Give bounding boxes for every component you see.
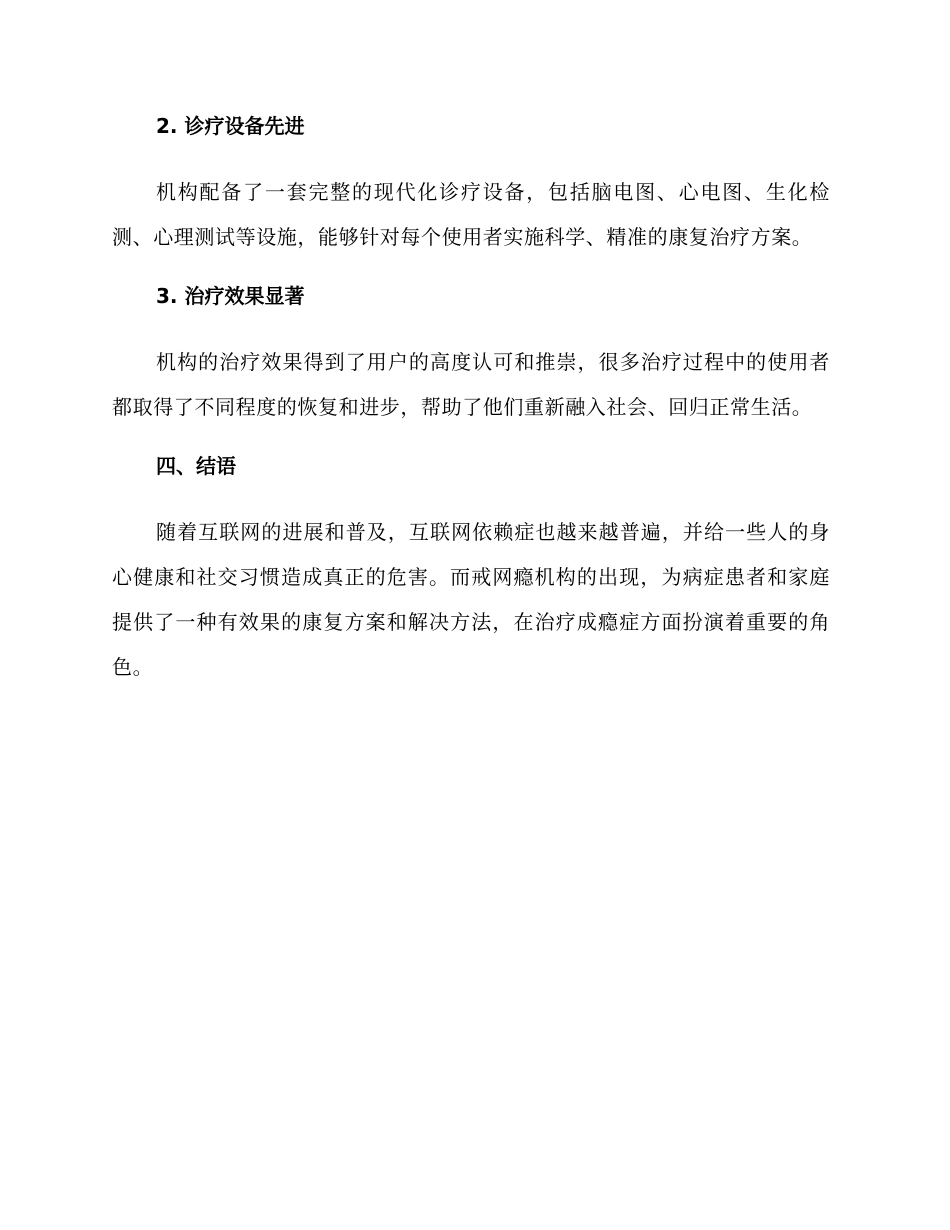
section-paragraph-effect: 机构的治疗效果得到了用户的高度认可和推崇，很多治疗过程中的使用者都取得了不同程度的恢复和进步，帮助了他们重新融入社会、回归正常生活。: [112, 350, 830, 419]
section-heading-equipment: 2. 诊疗设备先进: [156, 114, 305, 138]
section-paragraph-conclusion: 随着互联网的进展和普及，互联网依赖症也越来越普遍，并给一些人的身心健康和社交习惯造成真正的危害。而戒网瘾机构的出现，为病症患者和家庭提供了一种有效果的康复方案和解决方法，在治疗成瘾症方面扮演着重要的角色。: [112, 520, 830, 679]
section-paragraph-equipment: 机构配备了一套完整的现代化诊疗设备，包括脑电图、心电图、生化检测、心理测试等设施，能够针对每个使用者实施科学、精准的康复治疗方案。: [112, 180, 830, 249]
section-heading-conclusion: 四、结语: [156, 454, 236, 478]
section-heading-effect: 3. 治疗效果显著: [156, 284, 305, 308]
